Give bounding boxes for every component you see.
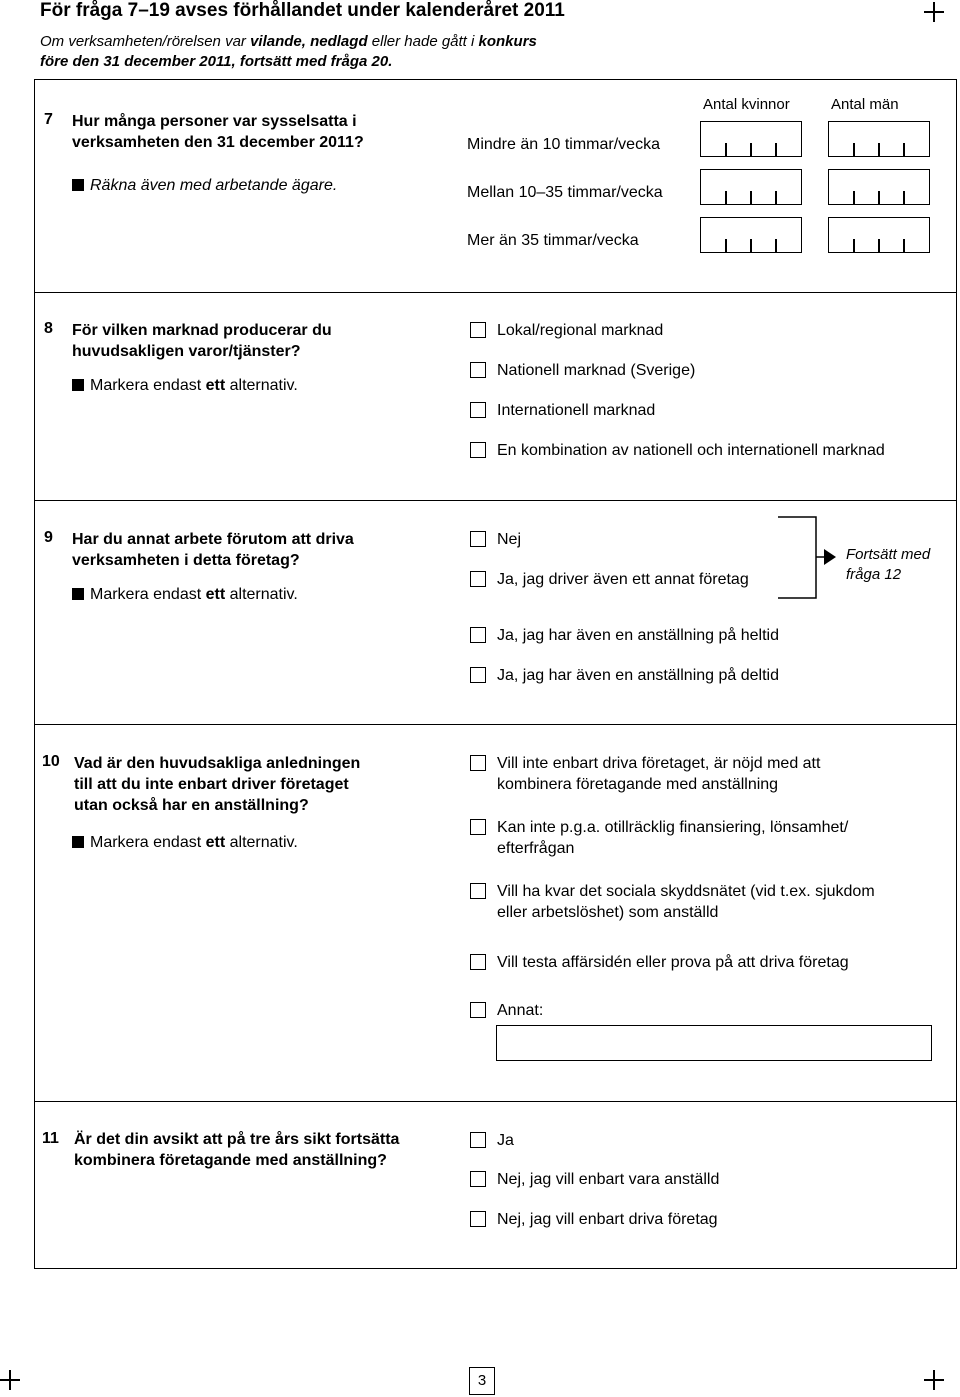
- bullet-square-icon: [72, 179, 84, 191]
- page-number: 3: [469, 1367, 495, 1395]
- row-label: Mer än 35 timmar/vecka: [467, 232, 639, 249]
- option-label: [497, 817, 848, 859]
- option-label: Ja, jag har även en anställning på heltid: [497, 627, 779, 644]
- column-header-women: Antal kvinnor: [703, 96, 790, 113]
- option-label: Nej, jag vill enbart driva företag: [497, 1211, 718, 1228]
- skip-text: Fortsätt med: [846, 546, 931, 563]
- question-line: Hur många personer var sysselsatta i: [72, 113, 357, 130]
- option-label: [497, 753, 820, 795]
- divider: [34, 1101, 957, 1102]
- option-label: Ja, jag driver även ett annat företag: [497, 571, 749, 588]
- instruction-text: Räkna även med arbetande ägare.: [90, 177, 338, 194]
- question-line: kombinera företagande med anställning?: [74, 1152, 387, 1169]
- checkbox[interactable]: [470, 627, 486, 643]
- instruction-text: Markera endast: [90, 586, 206, 603]
- skip-instruction: [846, 545, 930, 585]
- checkbox[interactable]: [470, 442, 486, 458]
- note-bold: vilande, nedlagd: [250, 33, 368, 50]
- men-count-field[interactable]: [828, 217, 930, 253]
- note-text: eller hade gått i: [367, 33, 479, 50]
- option-label: Nej: [497, 531, 522, 548]
- men-count-field[interactable]: [828, 121, 930, 157]
- question-line: huvudsakligen varor/tjänster?: [72, 343, 301, 360]
- question-line: Vad är den huvudsakliga anledningen: [74, 755, 361, 772]
- men-count-field[interactable]: [828, 169, 930, 205]
- checkbox[interactable]: [470, 819, 486, 835]
- instruction-emphasis: ett: [205, 834, 226, 851]
- option-line: Kan inte p.g.a. otillräcklig finansiering, lönsamhet/: [497, 819, 849, 836]
- instruction-emphasis: ett: [205, 377, 226, 394]
- question-number: 8: [44, 320, 53, 337]
- checkbox[interactable]: [470, 667, 486, 683]
- question-text: [74, 1129, 399, 1171]
- option-line: efterfrågan: [497, 840, 575, 857]
- section-note: [40, 32, 537, 72]
- checkbox[interactable]: [470, 954, 486, 970]
- question-number: 10: [42, 753, 60, 770]
- row-label: Mellan 10–35 timmar/vecka: [467, 184, 663, 201]
- checkbox[interactable]: [470, 883, 486, 899]
- option-line: Vill ha kvar det sociala skyddsnätet (vid t.ex. sjukdom: [497, 883, 875, 900]
- women-count-field[interactable]: [700, 217, 802, 253]
- option-label: En kombination av nationell och internationell marknad: [497, 442, 885, 459]
- option-label: Lokal/regional marknad: [497, 322, 664, 339]
- checkbox[interactable]: [470, 1002, 486, 1018]
- women-count-field[interactable]: [700, 121, 802, 157]
- skip-bracket-arrow-icon: [770, 512, 840, 604]
- instruction: [72, 833, 298, 853]
- question-text: [72, 111, 364, 153]
- question-line: Har du annat arbete förutom att driva: [72, 531, 354, 548]
- checkbox[interactable]: [470, 1171, 486, 1187]
- registration-cross-icon: [0, 1370, 20, 1390]
- checkbox[interactable]: [470, 322, 486, 338]
- instruction-text: alternativ.: [225, 377, 298, 394]
- bullet-square-icon: [72, 588, 84, 600]
- checkbox[interactable]: [470, 571, 486, 587]
- questions-frame: [34, 79, 957, 1269]
- instruction: [72, 176, 337, 196]
- column-header-men: Antal män: [831, 96, 899, 113]
- question-line: verksamheten den 31 december 2011?: [72, 134, 364, 151]
- instruction-emphasis: ett: [205, 586, 226, 603]
- note-bold: före den 31 december 2011, fortsätt med fråga 20.: [40, 53, 393, 70]
- instruction-text: alternativ.: [225, 586, 298, 603]
- note-bold: konkurs: [478, 33, 537, 50]
- divider: [34, 724, 957, 725]
- option-label: Vill testa affärsidén eller prova på att driva företag: [497, 954, 849, 971]
- question-number: 9: [44, 529, 53, 546]
- checkbox[interactable]: [470, 402, 486, 418]
- option-label: [497, 881, 875, 923]
- question-text: [72, 529, 354, 571]
- option-label: Ja, jag har även en anställning på deltid: [497, 667, 779, 684]
- skip-text: fråga 12: [846, 566, 902, 583]
- question-line: utan också har en anställning?: [74, 797, 309, 814]
- option-label: Ja: [497, 1132, 514, 1149]
- question-line: till att du inte enbart driver företaget: [74, 776, 349, 793]
- question-number: 11: [42, 1130, 59, 1147]
- option-label: Internationell marknad: [497, 402, 656, 419]
- option-line: kombinera företagande med anställning: [497, 776, 779, 793]
- option-label: Nej, jag vill enbart vara anställd: [497, 1171, 720, 1188]
- checkbox[interactable]: [470, 1132, 486, 1148]
- bullet-square-icon: [72, 836, 84, 848]
- option-line: Vill inte enbart driva företaget, är nöjd med att: [497, 755, 821, 772]
- checkbox[interactable]: [470, 1211, 486, 1227]
- instruction: [72, 585, 298, 605]
- option-label: Annat:: [497, 1002, 544, 1019]
- option-label: Nationell marknad (Sverige): [497, 362, 696, 379]
- question-line: För vilken marknad producerar du: [72, 322, 332, 339]
- registration-cross-icon: [924, 2, 944, 22]
- note-text: Om verksamheten/rörelsen var: [40, 33, 251, 50]
- bullet-square-icon: [72, 379, 84, 391]
- instruction-text: alternativ.: [225, 834, 298, 851]
- other-reason-field[interactable]: [496, 1025, 932, 1061]
- checkbox[interactable]: [470, 362, 486, 378]
- option-line: eller arbetslöshet) som anställd: [497, 904, 719, 921]
- section-title: För fråga 7–19 avses förhållandet under kalenderåret 2011: [40, 0, 565, 21]
- instruction-text: Markera endast: [90, 377, 206, 394]
- registration-cross-icon: [924, 1370, 944, 1390]
- divider: [34, 500, 957, 501]
- question-text: [72, 320, 332, 362]
- instruction: [72, 376, 298, 396]
- question-line: verksamheten i detta företag?: [72, 552, 300, 569]
- women-count-field[interactable]: [700, 169, 802, 205]
- instruction-text: Markera endast: [90, 834, 206, 851]
- question-line: Är det din avsikt att på tre års sikt fortsätta: [74, 1131, 400, 1148]
- question-number: 7: [44, 111, 53, 128]
- checkbox[interactable]: [470, 755, 486, 771]
- divider: [34, 292, 957, 293]
- question-text: [74, 753, 360, 816]
- row-label: Mindre än 10 timmar/vecka: [467, 136, 660, 153]
- checkbox[interactable]: [470, 531, 486, 547]
